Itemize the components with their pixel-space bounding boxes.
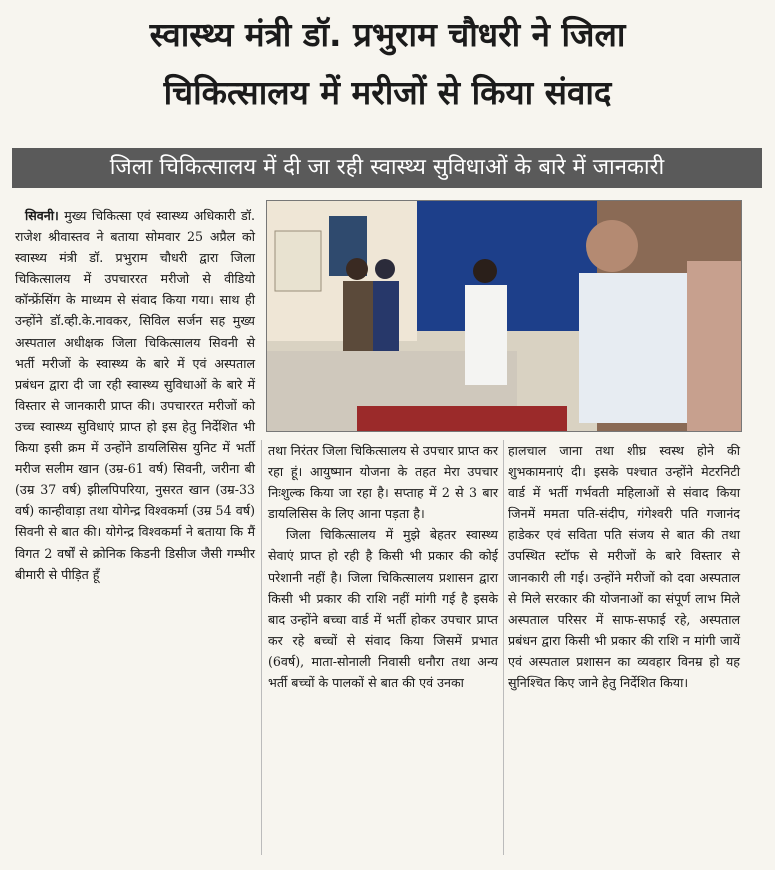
headline-line-2: चिकित्सालय में मरीजों से किया संवाद [163, 73, 612, 112]
column-divider [261, 440, 262, 855]
news-photo [266, 200, 742, 432]
column-1-text: मुख्य चिकित्सा एवं स्वास्थ्य अधिकारी डॉ. राजेश श्रीवास्तव ने बताया सोमवार 25 अप्रैल को स्वास्थ्य मंत्री डॉ. प्रभुराम चौधरी द्वारा जिला चिकित्सालय में उपचाररत मरीजो से वीडियो कॉन्फ्रेंसिंग के माध्यम से संवाद किया गया। साथ ही उन्होंने डॉ.व्ही.के.नावकर, सिविल सर्जन सह मुख्य अस्पताल अधीक्षक जिला चिकित्सालय सिवनी से भर्ती मरीजों के स्वास्थ्य के बारे में एवं अस्पताल प्रबंधन द्वारा दी जा रही स्वास्थ्य सुविधाओं के बारे में विस्तार से जानकारी प्राप्त की। उपचाररत मरीजों को उच्च स्वास्थ्य सुविधाएं प्राप्त हो इस हेतु निर्देशित भी किया इसी क्रम में उन्होंने डायलिसिस युनिट में भर्ती मरीज सलीम खान (उम्र-61 वर्ष) सिवनी, जरीना बी (उम्र 37 वर्ष) झीलपिपरिया, नुसरत खान (उम्र-33 वर्ष) कान्हीवाड़ा तथा योगेन्द्र विश्वकर्मा (उम्र 54 वर्ष) सिवनी से बात की। योगेन्द्र विश्वकर्मा ने बताया कि मैं विगत 2 वर्षों से क्रोनिक किडनी डिसीज जैसी गम्भीर बीमारी से पीड़ित हूँ [15, 208, 255, 582]
hospital-ward-photo [267, 201, 741, 431]
column-divider [503, 440, 504, 855]
column-3-paragraph-1: हालचाल जाना तथा शीघ्र स्वस्थ होने की शुभकामनाएं दी। इसके पश्चात उन्होंने मेटरनिटी वार्ड में भर्ती गर्भवती महिलाओं से संवाद किया जिनमें ममता पति-संदीप, गंगेश्वरी पति गजानंद हाडेकर एवं सविता पति संजय से बात की तथा उपस्थित स्टॉफ से मरीजों के बारे विस्तार से जानकारी ली गई। उन्होंने मरीजों को दवा अस्पताल से मिले सरकार की योजनाओं का संपूर्ण लाभ मिले अस्पताल परिसर में साफ-सफाई रहे, अस्पताल प्रबंधन द्वारा किसी भी प्रकार की राशि न मांगी जायें एवं अस्पताल प्रशासन का व्यवहार विनम्र हो यह सुनिश्चित किए जाने हेतु निर्देशित किया। [508, 443, 740, 691]
headline [10, 6, 765, 122]
article-column-3 [508, 440, 740, 693]
article-column-1 [15, 205, 255, 585]
column-2-paragraph-1: तथा निरंतर जिला चिकित्सालय से उपचार प्राप्त कर रहा हूं। आयुष्मान योजना के तहत मेरा उपचार निःशुल्क किया जा रहा है। सप्ताह में 2 से 3 बार डायलिसिस के लिए आना पड़ता है। [268, 443, 498, 522]
article-column-2 [268, 440, 498, 693]
column-2-paragraph-2: जिला चिकित्सालय में मुझे बेहतर स्वास्थ्य सेवाएं प्राप्त हो रही है किसी भी प्रकार की कोई परेशानी नहीं है। जिला चिकित्सालय प्रशासन द्वारा किसी भी प्रकार की राशि नहीं मांगी गई है इसके बाद उन्होंने बच्चा वार्ड में भर्ती होकर उपचार प्राप्त कर रहे बच्चों से संवाद किया जिसमें प्रभात (6वर्ष), माता-सोनाली निवासी धनौरा तथा अन्य भर्ती बच्चों के पालकों से बात की एवं उनका [268, 527, 498, 691]
dateline: सिवनी। [25, 208, 59, 223]
headline-line-1: स्वास्थ्य मंत्री डॉ. प्रभुराम चौधरी ने जिला [149, 15, 626, 54]
subheadline-banner: जिला चिकित्सालय में दी जा रही स्वास्थ्य सुविधाओं के बारे में जानकारी [12, 148, 762, 188]
